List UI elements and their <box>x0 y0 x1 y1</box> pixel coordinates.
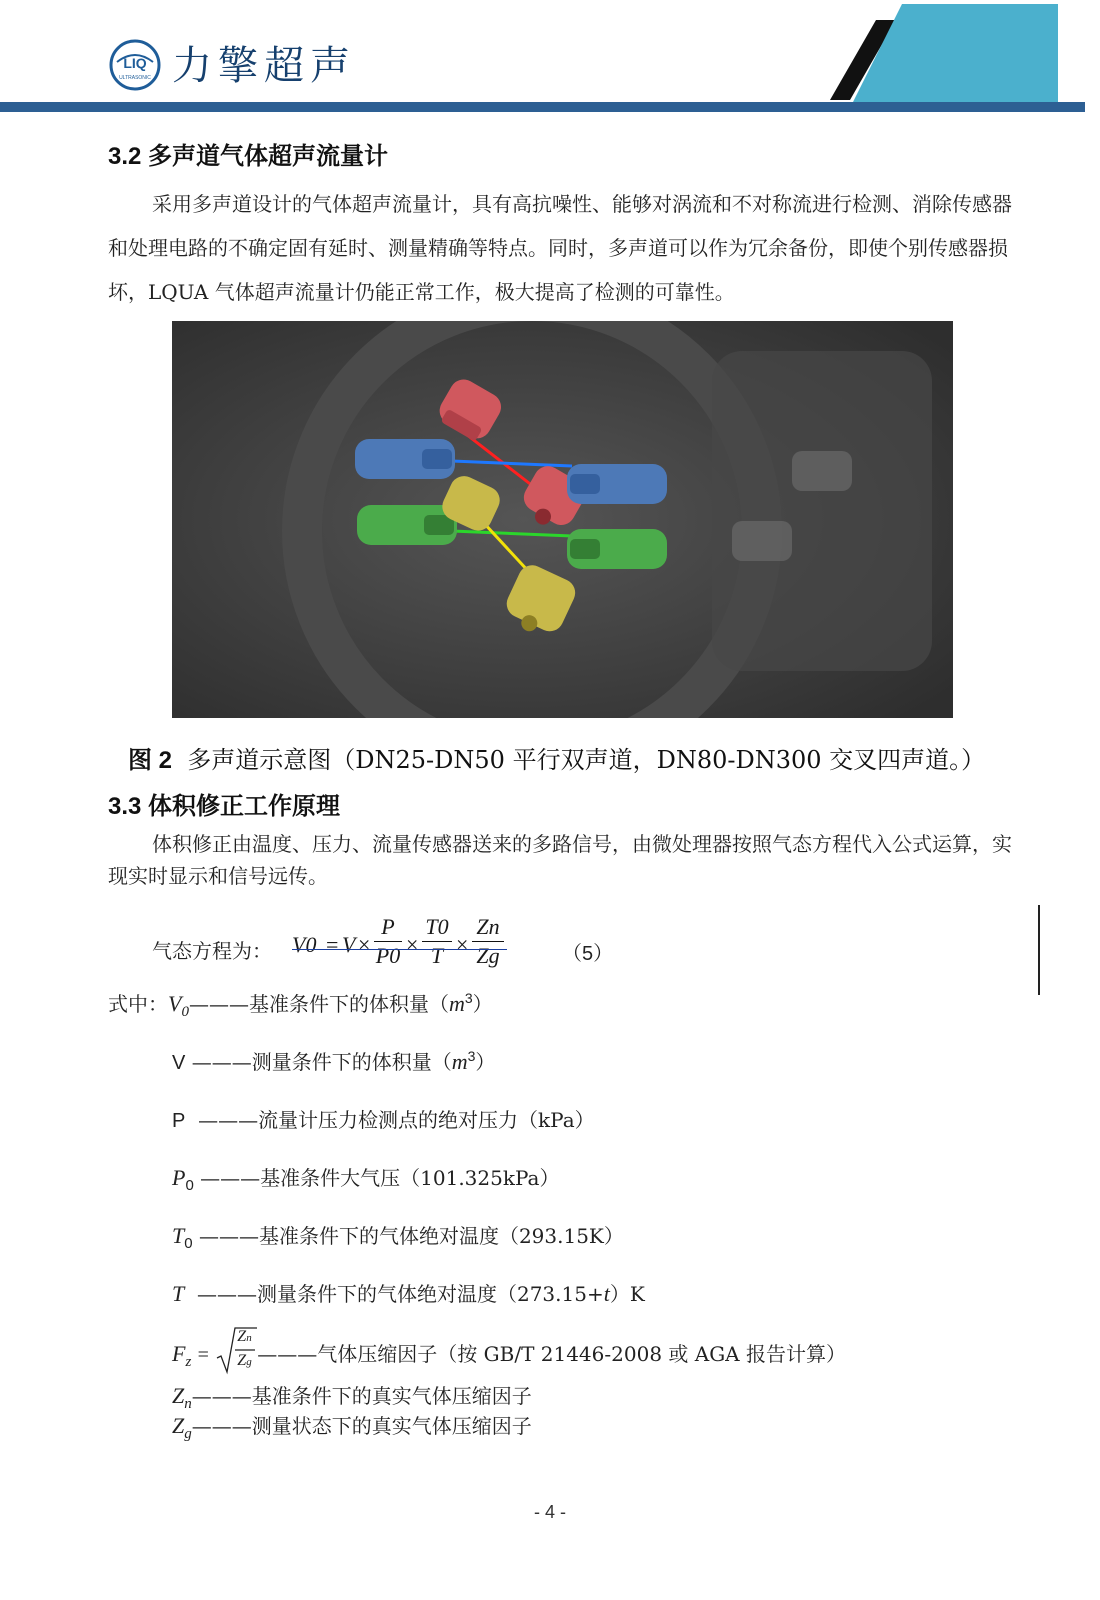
definition-zn <box>172 1380 532 1413</box>
equals: = <box>197 1344 209 1366</box>
definition-text: 测量条件下的气体绝对温度（273.15+ <box>256 1282 604 1306</box>
margin-rule <box>1038 905 1040 995</box>
definition-text: 基准条件下的体积量（ <box>248 992 449 1016</box>
formula-equals: = <box>326 932 339 957</box>
dash: ——— <box>188 992 249 1016</box>
formula-times-1: × <box>358 932 371 957</box>
definition-text: 基准条件大气压（101.325kPa） <box>260 1166 560 1190</box>
definition-text: 流量计压力检测点的绝对压力（kPa） <box>258 1108 595 1132</box>
section-paragraph-3-3: 体积修正由温度、压力、流量传感器送来的多路信号，由微处理器按照气态方程代入公式运算，实现实时显示和信号远传。 <box>108 832 1012 888</box>
definition-tail: ） <box>475 1050 496 1074</box>
figure-caption-label: 图 2 <box>128 747 173 774</box>
fraction-compressibility-numerator: Zn <box>476 914 500 939</box>
dash: ——— <box>198 1224 259 1248</box>
definition-fz <box>172 1326 846 1378</box>
green-transducer-left-icon <box>357 505 457 545</box>
formula-times-2: × <box>406 932 419 957</box>
formula-v: V <box>342 932 356 957</box>
blue-transducer-right-icon <box>567 464 667 504</box>
figure-caption <box>128 740 985 775</box>
radical-numerator-sub: n <box>246 1332 252 1344</box>
symbol-sub: 0 <box>185 1177 194 1194</box>
fraction-pressure-denominator: P0 <box>375 943 401 968</box>
symbol: F <box>172 1341 186 1366</box>
header-decoration <box>830 0 1090 112</box>
definition-text: 气体压缩因子（按 GB/T 21446-2008 或 AGA 报告计算） <box>317 1342 846 1366</box>
formula-times-3: × <box>456 932 469 957</box>
dash: ——— <box>191 1414 252 1438</box>
definition-v <box>172 1046 495 1075</box>
fraction-compressibility-denominator: Zg <box>476 943 500 968</box>
symbol-sub: n <box>184 1396 192 1412</box>
fraction-compressibility <box>472 915 504 968</box>
definition-t0 <box>172 1220 624 1252</box>
definitions-intro: 式中： <box>108 992 168 1016</box>
symbol-sub: 0 <box>181 1004 189 1020</box>
page-header <box>0 0 1100 118</box>
symbol: P <box>172 1165 186 1190</box>
page-number: - 4 - <box>533 1502 566 1522</box>
company-logo-icon <box>108 38 162 92</box>
logo-text: LIQ <box>123 55 147 71</box>
unit-sup: 3 <box>467 1048 476 1064</box>
symbol-sub: g <box>184 1426 192 1442</box>
formula-lhs: V0 <box>292 932 317 957</box>
radical-denominator: Z <box>237 1352 247 1369</box>
gas-equation <box>152 915 652 985</box>
definition-text: 测量条件下的体积量（ <box>251 1050 452 1074</box>
definition-zg <box>172 1410 532 1443</box>
symbol: V <box>168 991 182 1016</box>
radical-numerator: Z <box>237 1328 247 1345</box>
symbol: Z <box>172 1413 185 1438</box>
fraction-temperature-denominator: T <box>430 943 444 968</box>
dash: ——— <box>257 1342 318 1366</box>
dash: ——— <box>200 1166 261 1190</box>
multichannel-diagram-figure <box>172 321 953 718</box>
definition-tail: ）K <box>609 1282 645 1306</box>
symbol: T <box>172 1281 185 1306</box>
definition-p <box>172 1104 595 1133</box>
blue-transducer-left-icon <box>355 439 455 479</box>
symbol: Z <box>172 1383 185 1408</box>
unit: m <box>448 991 465 1016</box>
fraction-pressure <box>374 915 402 968</box>
dash: ——— <box>191 1050 252 1074</box>
header-bar <box>0 102 1085 112</box>
unit: m <box>451 1049 468 1074</box>
definition-t <box>172 1278 645 1307</box>
meter-body-shape <box>712 351 932 671</box>
definition-tail: ） <box>472 992 493 1016</box>
definition-p0 <box>172 1162 559 1194</box>
fraction-pressure-numerator: P <box>381 914 395 939</box>
fraction-temperature <box>422 915 452 968</box>
symbol: T <box>172 1223 185 1248</box>
formula-underline <box>292 949 507 950</box>
dash: ——— <box>191 1384 252 1408</box>
unit-sup: 3 <box>464 990 473 1006</box>
definition-variable: t <box>603 1281 610 1306</box>
radical-denominator-sub: g <box>246 1356 252 1368</box>
formula-number: （5） <box>562 943 614 965</box>
sqrt-fraction <box>215 1326 257 1376</box>
formula-expression <box>292 915 582 977</box>
dash: ——— <box>196 1282 257 1306</box>
section-paragraph-3-2: 采用多声道设计的气体超声流量计，具有高抗噪性、能够对涡流和不对称流进行检测、消除传感器和处理电路的不确定固有延时、测量精确等特点。同时，多声道可以作为冗余备份，即使个别传感器损坏，LQUA 气体超声流量计仍能正常工作，极大提高了检测的可靠性。 <box>108 192 1012 304</box>
fraction-temperature-numerator: T0 <box>425 914 449 939</box>
brand-name: 力擎超声 <box>172 43 356 89</box>
definition-text: 测量状态下的真实气体压缩因子 <box>251 1414 532 1438</box>
green-transducer-right-icon <box>567 529 667 569</box>
formula-label: 气态方程为： <box>152 939 272 963</box>
symbol: V <box>172 1052 186 1074</box>
dash: ——— <box>198 1108 259 1132</box>
figure-caption-text: 多声道示意图（DN25-DN50 平行双声道，DN80-DN300 交叉四声道。） <box>187 746 986 774</box>
section-heading-3-2: 3.2 多声道气体超声流量计 <box>108 143 389 170</box>
section-heading-3-3: 3.3 体积修正工作原理 <box>108 793 341 820</box>
logo-subtext: ULTRASONIC <box>119 75 151 81</box>
definition-text: 基准条件下的气体绝对温度（293.15K） <box>258 1224 624 1248</box>
definition-v0 <box>108 988 493 1021</box>
definition-text: 基准条件下的真实气体压缩因子 <box>251 1384 532 1408</box>
symbol-sub: z <box>185 1354 192 1370</box>
symbol-sub: 0 <box>184 1235 193 1252</box>
symbol: P <box>172 1110 186 1132</box>
